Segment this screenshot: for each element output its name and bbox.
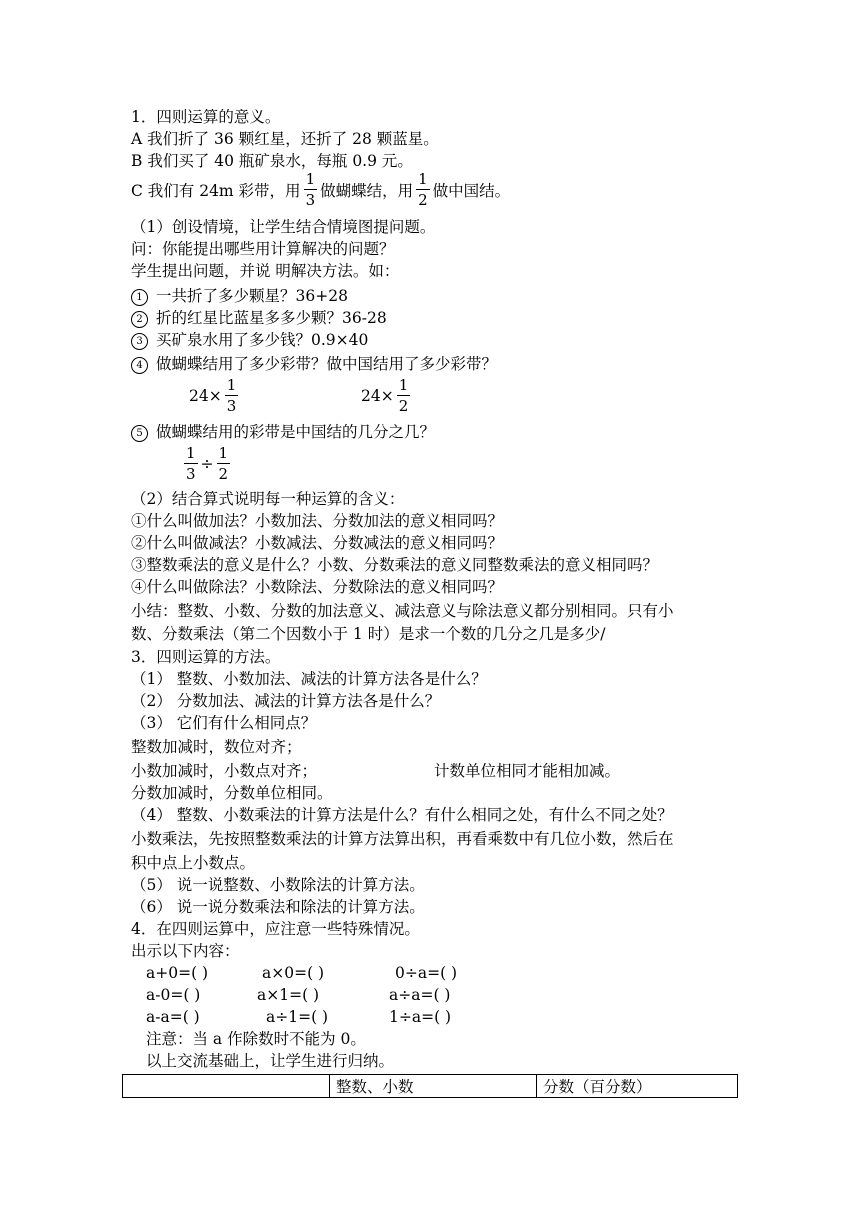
question-item [131, 329, 368, 351]
question-item [131, 285, 348, 307]
show-content: 出示以下内容： [131, 942, 240, 960]
question-text: 做蝴蝶结用了多少彩带？做中国结用了多少彩带？ [156, 355, 498, 373]
scenario-c-after: 做中国结。 [432, 182, 511, 200]
heading-3: 3．四则运算的方法。 [131, 648, 281, 666]
step-2: （2）结合算式说明每一种运算的含义： [131, 490, 405, 508]
question-text: 买矿泉水用了多少钱？0.9×40 [156, 331, 369, 349]
fraction [225, 378, 239, 414]
fraction-numerator: 1 [418, 170, 428, 188]
meaning-q4: ④什么叫做除法？小数除法、分数除法的意义相同吗？ [131, 578, 504, 596]
circled-number: 5 [131, 425, 148, 442]
circled-number: 1 [131, 289, 148, 306]
method-q2: （2） 分数加法、减法的计算方法各是什么？ [131, 692, 441, 710]
special-case: a÷1=( ) [266, 1008, 329, 1026]
table-header-cell: 整数、小数 [330, 1075, 537, 1098]
scenario-c [131, 170, 510, 210]
special-case: a-a=( ) [146, 1008, 200, 1026]
student-intro: 学生提出问题，并说 明解决方法。如： [131, 262, 400, 280]
question-text: 折的红星比蓝星多多少颗？36-28 [156, 309, 387, 327]
fraction-denominator: 2 [398, 397, 409, 415]
special-case: a÷a=( ) [389, 986, 451, 1004]
fraction-one-third [304, 172, 318, 208]
circled-number: 2 [131, 311, 148, 328]
fraction-numerator: 1 [305, 170, 316, 188]
meaning-q1: ①什么叫做加法？小数加法、分数加法的意义相同吗？ [131, 512, 504, 530]
fraction-denominator: 2 [218, 465, 229, 483]
scenario-a: A 我们折了 36 颗红星，还折了 28 颗蓝星。 [131, 130, 439, 148]
fraction-numerator: 1 [186, 444, 196, 462]
circled-number: 4 [131, 357, 148, 374]
fraction-denominator: 3 [186, 465, 196, 483]
summary-table [122, 1074, 738, 1098]
method-q5: （5） 说一说整数、小数除法的计算方法。 [131, 876, 425, 894]
note-line: 注意：当 a 作除数时不能为 0。 [146, 1030, 366, 1048]
meaning-q2: ②什么叫做减法？小数减法、分数减法的意义相同吗？ [131, 534, 504, 552]
fraction-numerator: 1 [218, 444, 229, 462]
fraction-denominator: 3 [305, 191, 316, 209]
scenario-c-mid: 做蝴蝶结，用 [320, 182, 414, 200]
rule-common: 计数单位相同才能相加减。 [434, 762, 621, 780]
special-case: a-0=( ) [146, 986, 201, 1004]
question-text: 做蝴蝶结用的彩带是中国结的几分之几？ [156, 423, 436, 441]
question-text: 一共折了多少颗星？36+28 [156, 287, 348, 305]
rule-fraction: 分数加减时，分数单位相同。 [131, 784, 333, 802]
scenario-c-before: C 我们有 24m 彩带，用 [131, 182, 301, 200]
decimal-mult-line-2: 积中点上小数点。 [131, 854, 256, 872]
heading-1: 1．四则运算的意义。 [131, 108, 281, 126]
question-item [131, 353, 497, 375]
summary-line-2: 数、分数乘法（第二个因数小于 1 时）是求一个数的几分之几是多少/ [131, 625, 606, 643]
fraction [184, 446, 198, 482]
question-item [131, 307, 387, 329]
rule-decimal: 小数加减时，小数点对齐； [131, 762, 318, 780]
special-case: a×1=( ) [257, 986, 320, 1004]
question-prompt: 问：你能提出哪些用计算解决的问题？ [131, 240, 395, 258]
method-q6: （6） 说一说分数乘法和除法的计算方法。 [131, 898, 425, 916]
table-row [123, 1075, 738, 1098]
fraction [397, 378, 411, 414]
special-case: a+0=( ) [146, 964, 209, 982]
expression-ratio [181, 444, 233, 484]
fraction-denominator: 2 [418, 191, 428, 209]
fraction-one-half [416, 172, 430, 208]
summarize-line: 以上交流基础上，让学生进行归纳。 [146, 1052, 395, 1070]
question-item [131, 421, 435, 443]
special-case: a×0=( ) [262, 964, 325, 982]
method-q1: （1） 整数、小数加法、减法的计算方法各是什么？ [131, 670, 487, 688]
method-q3: （3） 它们有什么相同点？ [131, 714, 317, 732]
fraction-numerator: 1 [226, 376, 237, 394]
special-case: 0÷a=( ) [395, 964, 458, 982]
meaning-q3: ③整数乘法的意义是什么？小数、分数乘法的意义同整数乘法的意义相同吗？ [131, 556, 659, 574]
fraction-numerator: 1 [398, 376, 409, 394]
table-header-cell [123, 1075, 330, 1098]
summary-line-1: 小结：整数、小数、分数的加法意义、减法意义与除法意义都分别相同。只有小 [131, 602, 674, 620]
fraction [217, 446, 231, 482]
rule-integer: 整数加减时，数位对齐； [131, 738, 302, 756]
special-case: 1÷a=( ) [389, 1008, 452, 1026]
circled-number: 3 [131, 333, 148, 350]
expression-prefix: 24× [189, 387, 222, 405]
expression-prefix: 24× [361, 387, 394, 405]
heading-4: 4．在四则运算中，应注意一些特殊情况。 [131, 920, 420, 938]
scenario-b: B 我们买了 40 瓶矿泉水，每瓶 0.9 元。 [131, 152, 413, 170]
table-header-cell: 分数（百分数） [537, 1075, 738, 1098]
fraction-denominator: 3 [226, 397, 237, 415]
division-sign: ÷ [200, 455, 214, 473]
decimal-mult-line-1: 小数乘法，先按照整数乘法的计算方法算出积，再看乘数中有几位小数，然后在 [131, 830, 674, 848]
expression-bow [189, 376, 241, 416]
step-1: （1）创设情境，让学生结合情境图提问题。 [131, 218, 436, 236]
method-q4: （4） 整数、小数乘法的计算方法是什么？有什么相同之处，有什么不同之处？ [131, 806, 673, 824]
expression-knot [361, 376, 413, 416]
